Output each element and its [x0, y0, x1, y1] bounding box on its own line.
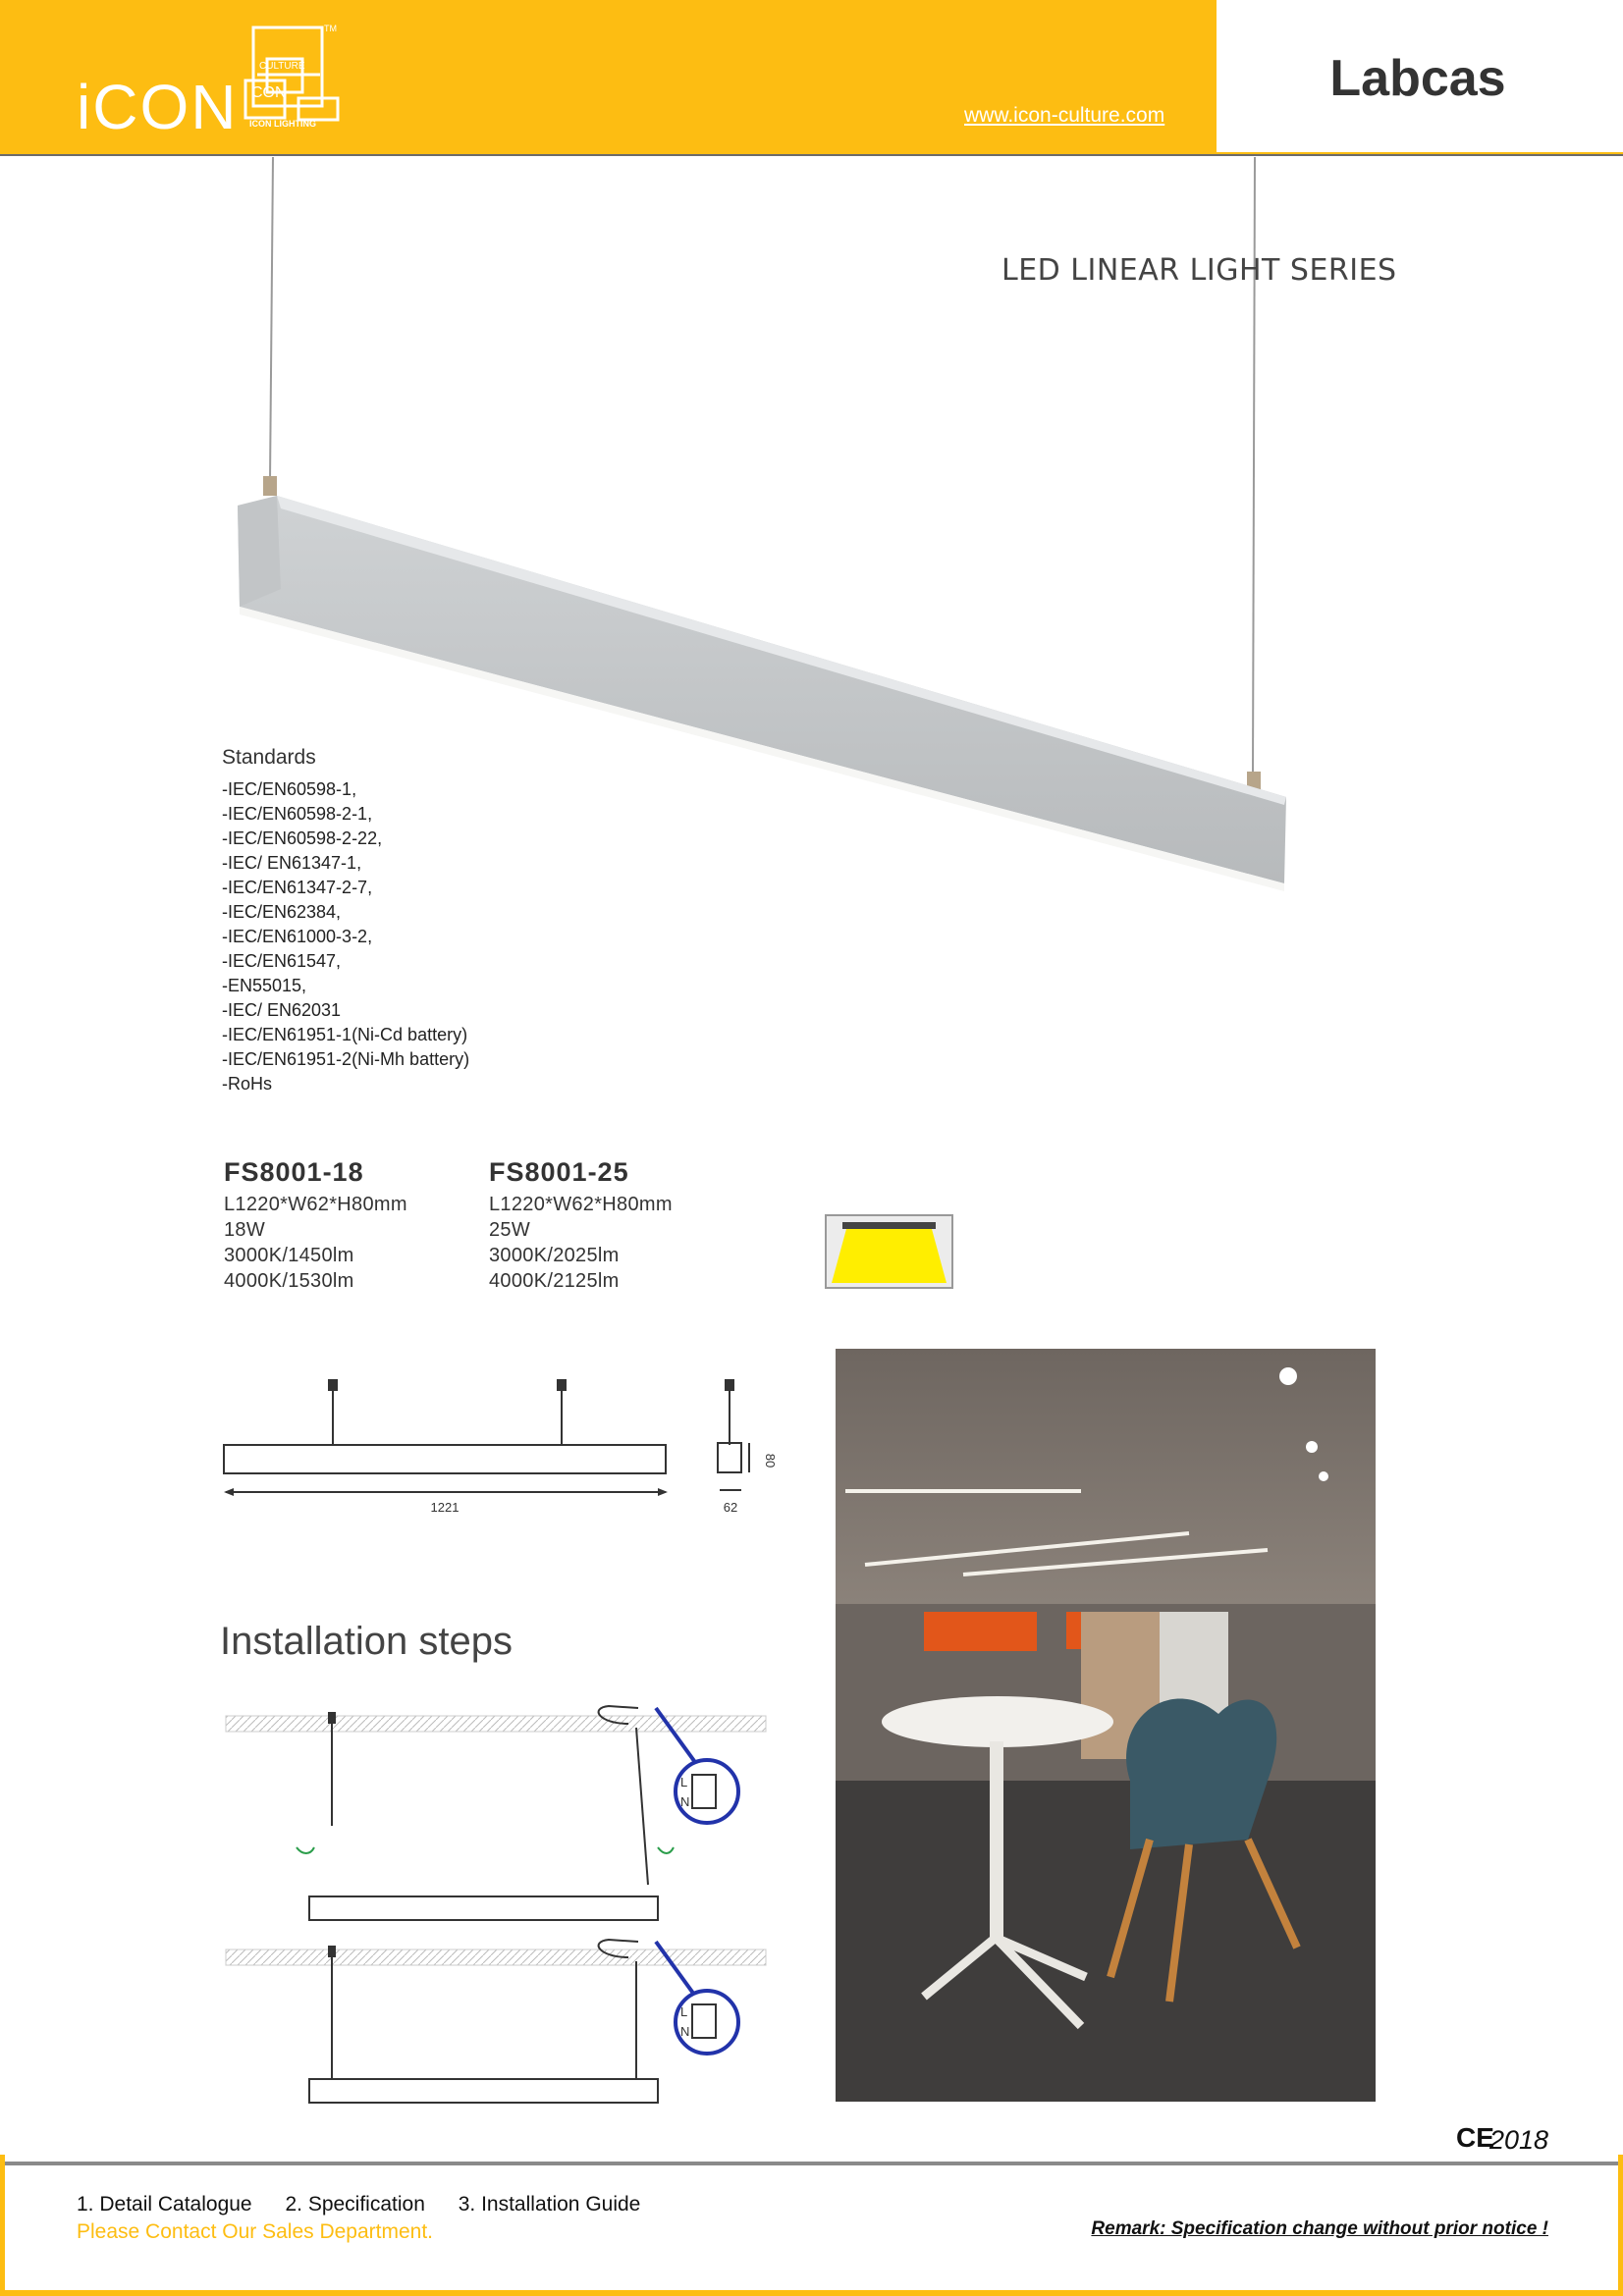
width-dimension: 62 — [723, 1500, 738, 1515]
specification-remark: Remark: Specification change without prior notice ! — [1091, 2218, 1548, 2239]
installation-diagram — [216, 1688, 785, 2110]
office-application-photo — [836, 1349, 1376, 2102]
dimension-drawing — [216, 1374, 785, 1522]
model-spec-18w — [224, 1156, 407, 1294]
standards-list — [222, 777, 469, 1096]
installation-title: Installation steps — [220, 1620, 513, 1663]
standard-item: -IEC/ EN62031 — [222, 1000, 342, 1020]
ce-mark-icon: CE — [1456, 2122, 1494, 2153]
standard-item: -IEC/EN60598-2-1, — [222, 804, 373, 824]
series-title: LED LINEAR LIGHT SERIES — [1001, 253, 1397, 288]
standard-item: -EN55015, — [222, 976, 307, 995]
website-link[interactable]: www.icon-culture.com — [964, 104, 1165, 127]
standard-item: -IEC/EN61547, — [222, 951, 342, 971]
product-name: Labcas — [1329, 50, 1506, 107]
model-cct-4000k: 4000K/1530lm — [224, 1270, 354, 1292]
footer-frame-right — [1618, 2155, 1623, 2296]
standard-item: -IEC/EN61000-3-2, — [222, 927, 373, 946]
standards-heading: Standards — [222, 746, 316, 769]
model-size: L1220*W62*H80mm — [224, 1194, 407, 1215]
contact-sales-text: Please Contact Our Sales Department. — [77, 2220, 434, 2243]
logo-culture-text: CULTURE — [259, 61, 305, 72]
catalogue-year: 2018 — [1489, 2125, 1549, 2155]
neutral-terminal-label: N — [680, 1794, 690, 1809]
standard-item: -IEC/EN62384, — [222, 902, 342, 922]
footer-frame-left — [0, 2155, 5, 2296]
model-power: 25W — [489, 1219, 531, 1241]
brand-logo-icon — [243, 20, 342, 133]
model-cct-3000k: 3000K/1450lm — [224, 1245, 354, 1266]
height-dimension: 80 — [763, 1453, 778, 1468]
brand-logo-text: iCON — [77, 72, 239, 142]
header-divider — [0, 154, 1623, 156]
standard-item: -IEC/EN60598-2-22, — [222, 828, 383, 848]
nav-specification[interactable]: 2. Specification — [285, 2193, 425, 2216]
model-name: FS8001-25 — [489, 1157, 629, 1187]
model-cct-3000k: 3000K/2025lm — [489, 1245, 620, 1266]
model-name: FS8001-18 — [224, 1157, 364, 1187]
live-terminal-label: L — [680, 2004, 688, 2019]
nav-detail-catalogue[interactable]: 1. Detail Catalogue — [77, 2193, 252, 2216]
standard-item: -IEC/EN61347-2-7, — [222, 878, 373, 897]
live-terminal-label: L — [680, 1775, 688, 1789]
neutral-terminal-label: N — [680, 2024, 690, 2039]
footer-divider — [0, 2162, 1623, 2165]
footer-frame-bottom — [0, 2290, 1623, 2296]
model-spec-25w — [489, 1156, 673, 1294]
standard-item: -IEC/EN61951-1(Ni-Cd battery) — [222, 1025, 468, 1044]
standard-item: -IEC/EN61951-2(Ni-Mh battery) — [222, 1049, 470, 1069]
model-cct-4000k: 4000K/2125lm — [489, 1270, 620, 1292]
standard-item: -IEC/EN60598-1, — [222, 779, 357, 799]
light-beam-icon — [825, 1214, 953, 1289]
logo-con-text: CON — [251, 84, 287, 101]
length-dimension: 1221 — [430, 1500, 460, 1515]
standard-item: -RoHs — [222, 1074, 273, 1094]
nav-installation-guide[interactable]: 3. Installation Guide — [458, 2193, 641, 2216]
trademark-mark: TM — [324, 24, 337, 33]
standard-item: -IEC/ EN61347-1, — [222, 853, 362, 873]
logo-subtitle: ICON LIGHTING — [249, 119, 316, 129]
model-power: 18W — [224, 1219, 266, 1241]
footer-nav — [77, 2193, 668, 2216]
model-size: L1220*W62*H80mm — [489, 1194, 673, 1215]
